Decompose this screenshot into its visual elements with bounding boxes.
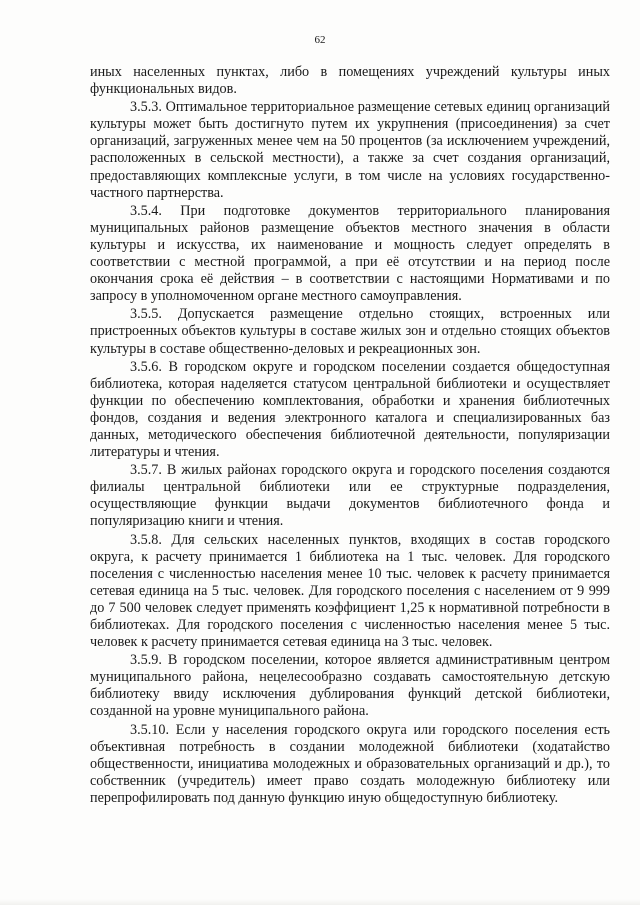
paragraph-3-5-8: 3.5.8. Для сельских населенных пунктов, входящих в состав городского округа, к расчету принимается 1 библиотека на 1 тыс. человек. Для городского поселения с численностью населения менее 10 тыс. человек к расчету принимается сетевая единица на 5 тыс. человек. Для городского поселения с населением от 9 999 до 7 500 человек следует применять коэффициент 1,25 к нормативной потребности в библиотеках. Для городского поселения с численностью населения менее 5 тыс. человек к расчету принимается сетевая единица на 3 тыс. человек. [90,531,610,651]
paragraph-3-5-10: 3.5.10. Если у населения городского округа или городского поселения есть объективная потребность в создании молодежной библиотеки (ходатайство общественности, инициатива молодежных и образовательных организаций и др.), то собственник (учредитель) имеет право создать молодежную библиотеку или перепрофилировать под данную функцию иную общедоступную библиотеку. [90,721,610,806]
paragraph-3-5-7: 3.5.7. В жилых районах городского округа и городского поселения создаются филиалы центральной библиотеки или ее структурные подразделения, осуществляющие функции выдачи документов библиотечного фонда и популяризацию книги и чтения. [90,462,610,530]
page-number: 62 [314,34,326,46]
paragraph-3-5-6: 3.5.6. В городском округе и городском поселении создается общедоступная библиотека, которая наделяется статусом центральной библиотеки и осуществляет функции по обеспечению комплектования, обработки и хранения библиотечных фондов, создания и ведения электронного каталога и специализированных баз данных, методического обеспечения библиотечной деятельности, популяризации литературы и чтения. [90,358,610,461]
paragraph-continuation: иных населенных пунктах, либо в помещениях учреждений культуры иных функциональных видов. [90,64,610,98]
paragraph-3-5-9: 3.5.9. В городском поселении, которое является административным центром муниципального района, нецелесообразно создавать самостоятельную детскую библиотеку ввиду исключения дублирования функций детской библиотеки, созданной на уровне муниципального района. [90,652,610,720]
body-text [90,64,610,807]
paragraph-3-5-3: 3.5.3. Оптимальное территориальное размещение сетевых единиц организаций культуры может быть достигнуто путем их укрупнения (присоединения) за счет организаций, загруженных менее чем на 50 процентов (за исключением учреждений, расположенных в сельской местности), а также за счет создания организаций, предоставляющих комплексные услуги, в том числе на условиях государственно-частного партнерства. [90,99,610,201]
scan-edge-shadow [0,899,640,905]
paragraph-3-5-5: 3.5.5. Допускается размещение отдельно стоящих, встроенных или пристроенных объектов культуры в составе жилых зон и отдельно стоящих объектов культуры в составе общественно-деловых и рекреационных зон. [90,306,610,357]
paragraph-3-5-4: 3.5.4. При подготовке документов территориального планирования муниципальных районов размещение объектов местного значения в области культуры и искусства, их наименование и мощность следует определять в соответствии с местной программой, а при её отсутствии и на период после окончания срока её действия – в соответствии с настоящими Нормативами и по запросу в уполномоченном органе местного самоуправления. [90,202,610,305]
